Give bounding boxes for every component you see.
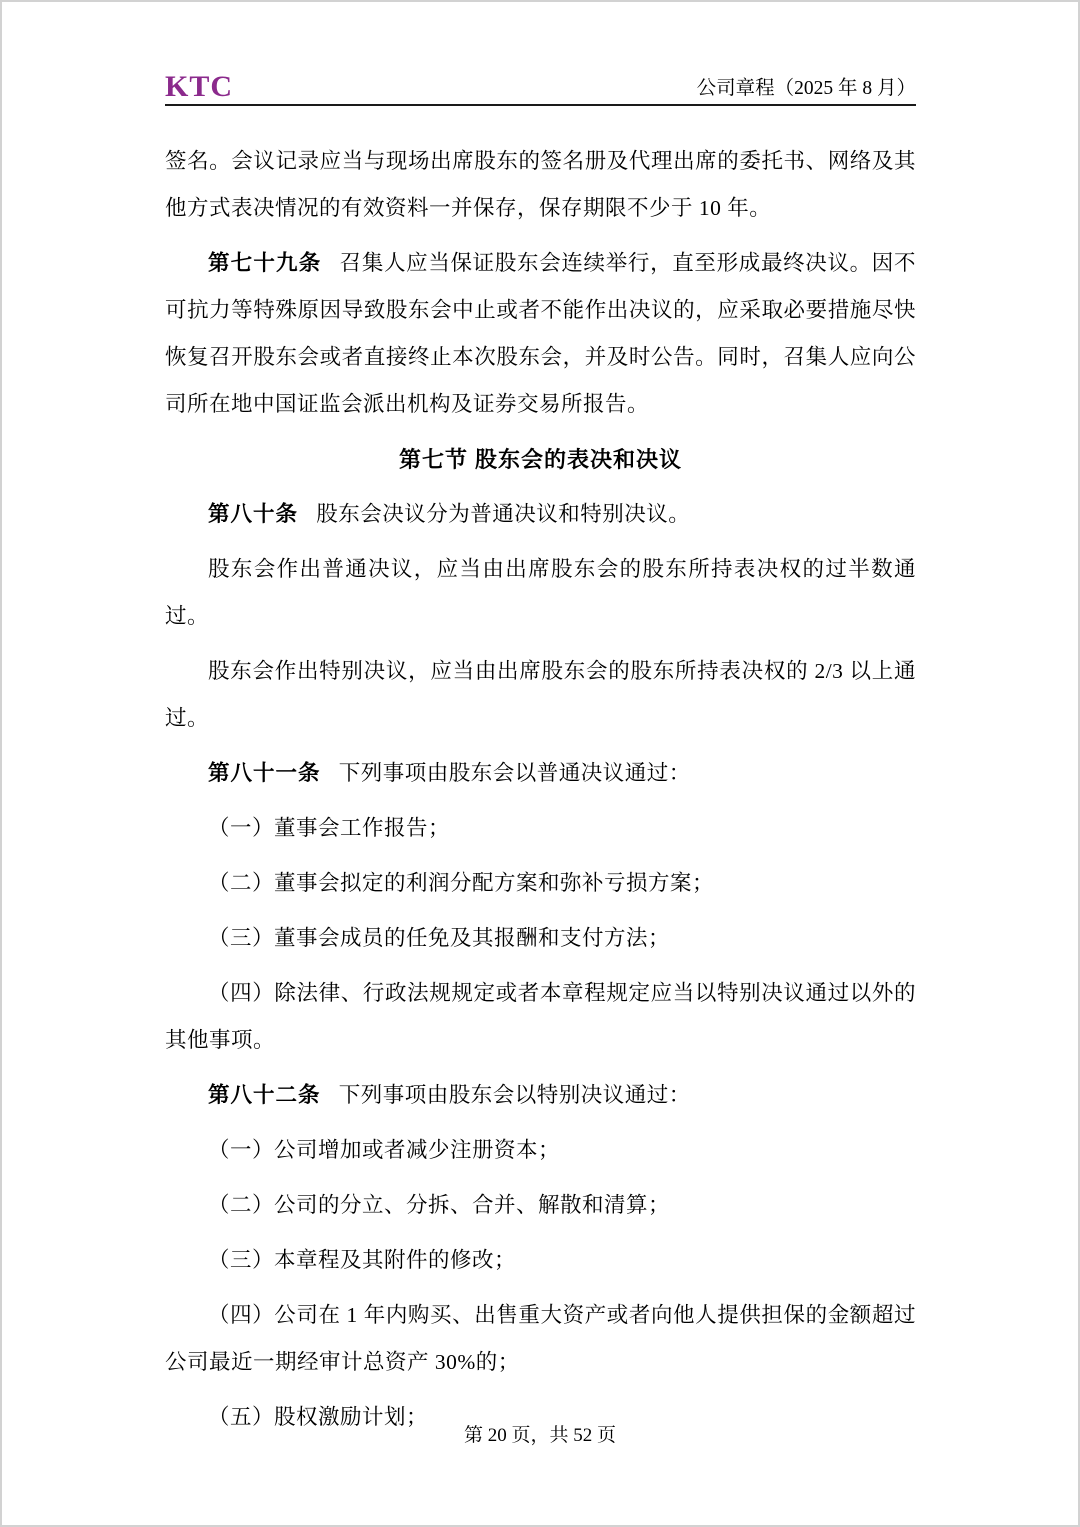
section-heading: 第七节 股东会的表决和决议 (398, 447, 683, 472)
body-paragraph: （一）董事会工作报告； (208, 816, 451, 840)
body-paragraph: 签名。会议记录应当与现场出席股东的签名册及代理出席的委托书、网络及其他方式表决情况的有效资料一并保存，保存期限不少于 10 年。 (165, 149, 916, 220)
article-term: 第八十一条 (208, 761, 321, 785)
article-paragraph: 第八十条 股东会决议分为普通决议和特别决议。 (208, 502, 691, 526)
body-paragraph: （二）董事会拟定的利润分配方案和弥补亏损方案； (208, 871, 715, 895)
article-term: 第七十九条 (208, 251, 322, 275)
article-term: 第八十条 (208, 502, 299, 526)
body-paragraph: （五）股权激励计划； (208, 1405, 429, 1429)
article-paragraph: 第七十九条 召集人应当保证股东会连续举行，直至形成最终决议。因不可抗力等特殊原因导致股东会中止或者不能作出决议的，应采取必要措施尽快恢复召开股东会或者直接终止本次股东会，并及时公告。同时，召集人应向公司所在地中国证监会派出机构及证券交易所报告。 (165, 251, 916, 416)
document-body (165, 108, 916, 1449)
body-paragraph: （一）公司增加或者减少注册资本； (208, 1138, 561, 1162)
body-paragraph: （二）公司的分立、分拆、合并、解散和清算； (208, 1193, 671, 1217)
body-paragraph: 股东会作出普通决议，应当由出席股东会的股东所持表决权的过半数通过。 (165, 557, 916, 628)
body-paragraph: （四）除法律、行政法规规定或者本章程规定应当以特别决议通过以外的其他事项。 (165, 981, 916, 1052)
article-paragraph: 第八十一条 下列事项由股东会以普通决议通过： (208, 761, 691, 785)
article-paragraph: 第八十二条 下列事项由股东会以特别决议通过： (208, 1083, 691, 1107)
article-term: 第八十二条 (208, 1083, 321, 1107)
body-paragraph: （四）公司在 1 年内购买、出售重大资产或者向他人提供担保的金额超过公司最近一期经审计总资产 30%的； (165, 1303, 916, 1374)
page-number-footer: 第 20 页，共 52 页 (463, 1425, 616, 1446)
ktc-logo: KTC (165, 70, 234, 103)
header-document-title: 公司章程（2025 年 8 月） (696, 78, 916, 99)
body-paragraph: （三）本章程及其附件的修改； (208, 1248, 517, 1272)
body-paragraph: （三）董事会成员的任免及其报酬和支付方法； (208, 926, 671, 950)
page-header (165, 2, 916, 106)
body-paragraph: 股东会作出特别决议，应当由出席股东会的股东所持表决权的 2/3 以上通过。 (165, 659, 916, 730)
